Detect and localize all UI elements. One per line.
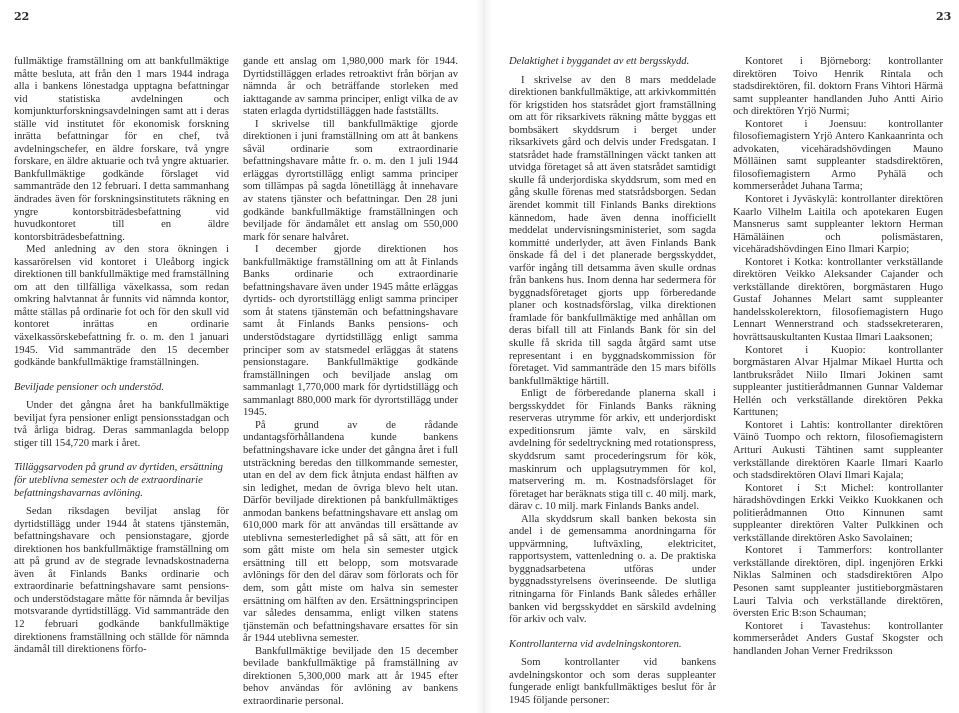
- paragraph: Enligt de förberedande planerna skall i bergsskyddet för Finlands Banks räkning reserveras utrymme för arkiv, ett underjordiskt expeditionsrum jämte valv, en särskild avdelning för sedeltryckning med rotationspress, skyddsrum samt procederingsrum för kök, maskinrum och upplagsutrymmen för kol, matservering m. m. Kostnadsförslaget för företaget har beräknats stiga till c. 40 milj. mark, därav c. 10 milj. mark Finlands Banks andel.: [509, 388, 716, 513]
- list-item: Kontoret i S:t Michel: kontrollanter häradshövdingen Erkki Veikko Kuokkanen och politierådmannen Otto Kinnunen samt suppleanter direktören Valter Pulkkinen och verkställande direktören Asko Savolainen;: [733, 482, 943, 544]
- paragraph: På grund av de rådande undantagsförhållandena kunde bankens befattningshavare icke under det gångna året i full utsträckning beredas den tillkommande semester, utan en del av dem fick åtnjuta endast hälften av sin ledighet, medan de övriga blevo helt utan. Därför beviljade direktionen på bankfullmäktiges anmodan bankens befattningshavare ett anslag om 610,000 mark för att användas till ersättande av uteblivna semesterledighet på så sätt, att för en som gått miste om hela sin semester utgick ersättning till ett belopp, som motsvarade avlönings för den del därav som förlorats och för dem, som gått miste om halva sin semester ersättning om hälften av den. Ersättningsprincipen var således densamma, enligt vilken statens tjänstemän och befattningshavare ersattes för sin år 1944 uteblivna semester.: [243, 419, 458, 645]
- paragraph: fullmäktige framställning om att bankfullmäktige måtte besluta, att från den 1 mars 1944 indraga alla i bankens lönestadga upptagna befattningar vid statistiska avdelningen och komjunkturforskningsavdelningen samt att i deras ställe vid institutet för ekonomisk forskning inrätta befattningar för en chef, två avdelningschefer, en äldre forskare, två yngre forskare, en äldre aktuarie och två yngre aktuarier. Bankfullmäktige godkände förslaget vid sammanträde den 12 februari. I detta sammanhang ändrades även för forskningsinstitutets räkning en yngre kontorsbiträdesbefattning vid huvudkontoret till en äldre kontorsbiträdesbefattning.: [14, 56, 229, 243]
- left-page-column-2: [243, 56, 458, 706]
- paragraph: Under det gångna året ha bankfullmäktige beviljat fyra pensioner enligt pensionsstadgan och två årliga bidrag. Deras sammanlagda belopp stiger till 154,720 mark i året.: [14, 400, 229, 449]
- list-item: Kontoret i Björneborg: kontrollanter direktören Toivo Henrik Rintala och stadsdirektören, fil. doktorn Frans Vihtori Härmä samt suppleanter handlanden Juho Antti Airio och direktören Yrjö Nurmi;: [733, 56, 943, 118]
- paragraph: Med anledning av den stora ökningen i kassarörelsen vid kontoret i Uleåborg ingick direktionen till bankfullmäktige med framställning om att den tillfälliga växelkassa, som redan omkring halvtannat år funnits vid nämnda kontor, måtte ställas på ordinarie fot och för den skull vid kontoret inrättas en ordinarie växelkassörskebefattning fr. o. m. den 1 januari 1945. Vid sammanträde den 15 december godkände bankfullmäktige framställningen.: [14, 244, 229, 369]
- list-item: Kontoret i Jyväskylä: kontrollanter direktören Kaarlo Vilhelm Laitila och apotekaren Eugen Mansnerus samt suppleanter lektorn Herman Hämäläinen och polismästaren, vicehäradshövdingen Eino Ilmari Karpio;: [733, 194, 943, 256]
- paragraph: I skrivelse till bankfullmäktige gjorde direktionen i juni framställning om att åt bankens såväl ordinarie som extraordinarie befattningshavare måtte fr. o. m. den 1 juli 1944 erläggas dyrortstillägg enligt samma principer som tillämpas på sagda lönetillägg åt innehavare av statens tjänster och befattningar. Den 28 juni godkände bankfullmäktige framställningen och beviljade för ändamålet ett anslag om 550,000 mark för senare halvåret.: [243, 118, 458, 243]
- list-item: Kontoret i Tavastehus: kontrollanter kommerserådet Anders Gustaf Skogster och handlanden Johan Verner Fredriksson: [733, 620, 943, 657]
- list-item: Kontoret i Tammerfors: kontrollanter verkställande direktören, dipl. ingenjören Erkki Niklas Salminen och stadsdirektören Alpo Pesonen samt suppleanter justitieborgmästaren Lauri Talvia och verkställande direktören, översten Eric B:son Schauman;: [733, 545, 943, 620]
- right-page-column-2: [733, 56, 943, 706]
- paragraph: Alla skyddsrum skall banken bekosta sin andel i de gemensamma anordningarna för uppvärmning, luftväxling, elektricitet, rapportsystem, vattenledning o. a. De praktiska byggnadsarbetena utföras under byggnadsstyrelsens överinseende. De slutliga ritningarna för Finlands Bank således erhåller banken vid bergsskyddet en särskild avdelning för arkiv och valv.: [509, 513, 716, 626]
- list-item: Kontoret i Joensuu: kontrollanter filosofiemagistern Yrjö Antero Kankaanrinta och advokaten, vicehäradshövdingen Mauno Mölläinen samt suppleanter stadsdirektören, filosofiemagistern Armo Pyhälä och kommerserådet Juhana Tarma;: [733, 118, 943, 193]
- section-heading-allowances: Tilläggsarvoden på grund av dyrtiden, ersättning för uteblivna semester och de extraordinarie befattningshavarnas avlöning.: [14, 462, 223, 499]
- list-item: Kontoret i Lahtis: kontrollanter direktören Väinö Tuompo och rektorn, filosofiemagistern Artturi Aukusti Tähtinen samt suppleanter verkställande direktören Kaarle Ilmari Kaarlo och stadsdirektören Olavi Ilmari Kajala;: [733, 419, 943, 482]
- left-page-column-1: [14, 56, 229, 706]
- section-heading-pensions: Beviljade pensioner och understöd.: [14, 381, 165, 393]
- paragraph: I december gjorde direktionen hos bankfullmäktige framställning om att åt Finlands Banks ordinarie och extraordinarie befattningshavare även under 1945 måtte erläggas dyrtids- och dyrortstillägg enligt samma principer som åt statens tjänstemän och befattningshavare samt åt Finlands Banks pensions- och understödstagare dyrtidstillägg enligt samma principer som av statsmedel erläggas åt statens pensionstagare. Bankfullmäktige godkände framställningen och beviljade anslag om sammanlagt 1,770,000 mark för dyrtidstillägg och sammanlagt 880,000 mark för dyrortstillägg under 1945.: [243, 244, 458, 419]
- section-heading-bomb-shelter: Delaktighet i byggandet av ett bergsskydd.: [509, 56, 690, 67]
- book-gutter: [476, 0, 492, 713]
- list-item: Kontoret i Kotka: kontrollanter verkställande direktören Veikko Aleksander Cajander och verkställande direktören, borgmästaren Hugo Gustaf Johannes Melart samt suppleanter handelsskolerektorn, filosofiemagistern Hugo Lennart Wennerstrand och stadssekreteraren, hovrättsauskultanten Kustaa Ilmari Laaksonen;: [733, 256, 943, 344]
- paragraph: I skrivelse av den 8 mars meddelade direktionen bankfullmäktige, att arkivkommittén för krigstiden hos statsrådet gjort framställning om att för riksarkivets räkning måtte byggas ett bombsäkert skyddsrum i berget under riksarkivets gård och delvis under Fredsgatan. I statsrådet hade framställningen väckt tanken att utvidga företaget så att även statsrådet samtidigt skulle få underjordiska skyddsrum, som med en gång skulle förenas med statsrådsborgen. Sedan ärendet kommit till Finlands Banks direktions kännedom, hade även denna inofficiellt meddelat undervisningsministeriet, som sagda kommitté underlyder, att även Finlands Bank önskade få del i det planerade bergsskyddet, varför ingång till detsamma även skulle ordnas från bankens hus. Inom denna har sedermera för byggnadsföretaget gjorts upp förberedande planer och kostnadsförslag, vilka direktionen framlade för bankfullmäktige med anhållan om deras bifall till att Finlands Bank för sin del skulle få skrida till sagda åtgärd samt utse representant i en byggnadskommission för företaget. Vid sammanträde den 15 mars bifölls bankfullmäktige härtill.: [509, 74, 716, 387]
- paragraph: gande ett anslag om 1,980,000 mark för 1944. Dyrtidstilläggen erlades retroaktivt från början av nämnda år och beträffande storleken med iakttagande av samma principer, enligt vilka de av staten erlagda dyrtidstilläggen hade fastställts.: [243, 56, 458, 118]
- paragraph: Som kontrollanter vid bankens avdelningskontor och som deras suppleanter fungerade enligt bankfullmäktiges beslut för år 1945 följande personer:: [509, 657, 716, 706]
- page-number-left: 22: [14, 10, 30, 23]
- page-number-right: 23: [936, 10, 952, 23]
- right-page-column-1: [509, 56, 716, 706]
- paragraph: Sedan riksdagen beviljat anslag för dyrtidstillägg under 1944 åt statens tjänstemän, befattningshavare och pensionstagare, gjorde direktionen hos bankfullmäktige framställning om att på grund av de stegrade levnadskostnaderna även åt Finlands Banks ordinarie och extraordinarie befattningshavare samt pensions- och understödstagare måtte för nämnda år beviljas motsvarande dyrtidstillägg. Vid sammanträde den 12 februari godkände bankfullmäktige direktionens framställning och ställde för nämnda ändamål till direktionens förfo-: [14, 506, 229, 656]
- section-heading-controllers: Kontrollanterna vid avdelningskontoren.: [509, 638, 682, 650]
- list-item: Kontoret i Kuopio: kontrollanter borgmästaren Alvar Hjalmar Mikael Hurtta och lantbruksrådet Niilo Ilmari Jokinen samt suppleanter justitierådmannen Gunnar Valdemar Hellén och verkställande direktören Pekka Karttunen;: [733, 344, 943, 419]
- paragraph: Bankfullmäktige beviljade den 15 december bevilade bankfullmäktige på framställning av direktionen 5,300,000 mark att år 1945 efter behov användas för avlöning av bankens extraordinarie personal.: [243, 645, 458, 706]
